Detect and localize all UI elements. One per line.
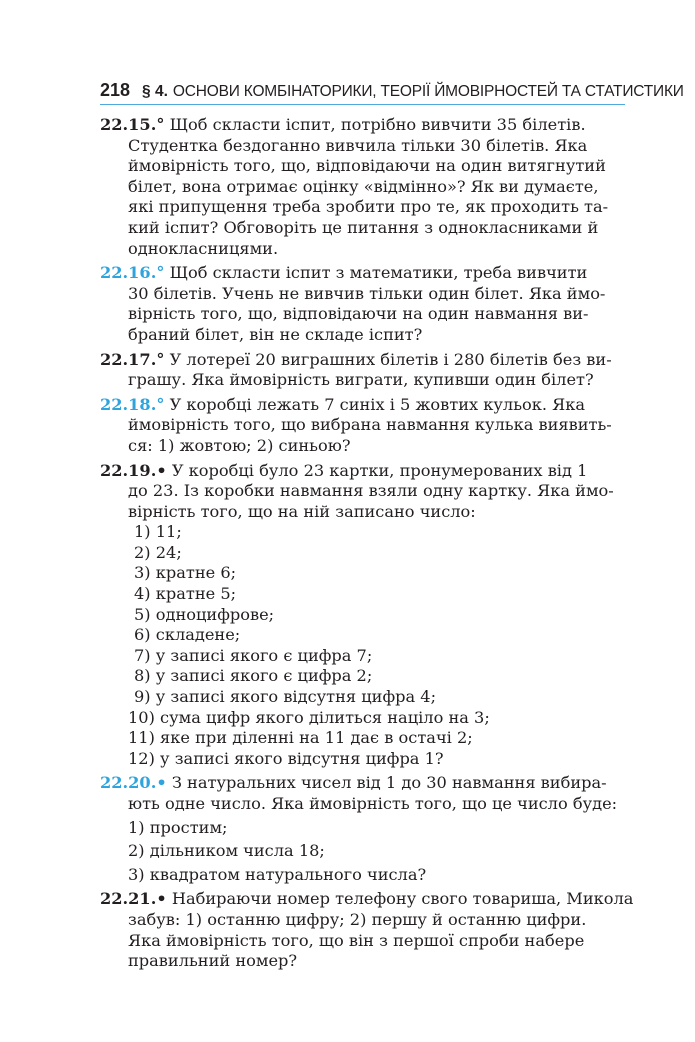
option-item: 12) у записі якого відсутня цифра 1? (128, 748, 444, 768)
problem-22-17 (100, 350, 636, 391)
problem-line: У лотереї 20 виграшних білетів і 280 білетів без ви- (169, 349, 612, 369)
problem-22-19 (100, 461, 636, 770)
problem-22-15 (100, 115, 636, 259)
option-item: 5) одноцифрове; (134, 604, 275, 624)
problem-line: ймовірність того, що, відповідаючи на один витягнутий (128, 156, 606, 176)
problem-line: вірність того, що, відповідаючи на один навмання ви- (128, 304, 589, 324)
problem-number: 22.19.• (100, 460, 167, 480)
problem-line: ють одне число. Яка ймовірність того, що це число буде: (128, 794, 618, 813)
problem-line: вірність того, що на ній записано число: (128, 501, 476, 521)
option-item: 2) дільником числа 18; (128, 841, 325, 861)
option-item: 11) яке при діленні на 11 дає в остачі 2; (128, 728, 473, 748)
page-header (100, 80, 684, 101)
problem-number: 22.17.° (100, 349, 165, 369)
problem-line: ся: 1) жовтою; 2) синьою? (128, 435, 351, 455)
problem-22-16 (100, 263, 636, 345)
problem-line: однокласницями. (128, 238, 279, 258)
option-item: 3) кратне 6; (134, 563, 237, 583)
problem-number: 22.20.• (100, 773, 167, 793)
problem-line: до 23. Із коробки навмання взяли одну картку. Яка ймо- (128, 481, 614, 501)
option-item: 9) у записі якого відсутня цифра 4; (134, 687, 437, 707)
option-item: 7) у записі якого є цифра 7; (134, 645, 373, 665)
problem-22-21 (100, 889, 636, 971)
section-title: ОСНОВИ КОМБІНАТОРИКИ, ТЕОРІЇ ЙМОВІРНОСТЕЙ ТА СТАТИСТИКИ (172, 83, 684, 100)
option-item: 10) сума цифр якого ділиться націло на 3; (128, 707, 490, 727)
problem-line: які припущення треба зробити про те, як проходить та- (128, 197, 609, 217)
option-item: 8) у записі якого є цифра 2; (134, 666, 373, 686)
problem-line: 30 білетів. Учень не вивчив тільки один білет. Яка ймо- (128, 283, 606, 303)
option-item: 2) 24; (134, 542, 182, 562)
problem-line: У коробці лежать 7 синіх і 5 жовтих кульок. Яка (169, 394, 585, 414)
problem-line: забув: 1) останню цифру; 2) першу й останню цифри. (128, 909, 587, 929)
problem-number: 22.21.• (100, 889, 167, 909)
problem-line: правильний номер? (128, 951, 298, 971)
problem-22-20 (100, 773, 636, 885)
problem-line: білет, вона отримає оцінку «відмінно»? Як ви думаєте, (128, 176, 599, 196)
problem-line: ймовірність того, що вибрана навмання кулька виявить- (128, 415, 612, 435)
header-divider (100, 104, 625, 105)
problem-line: Яка ймовірність того, що він з першої спроби набере (128, 930, 585, 950)
option-item: 1) 11; (134, 522, 182, 542)
problem-line: Студентка бездоганно вивчила тільки 30 білетів. Яка (128, 135, 588, 155)
problem-22-18 (100, 395, 636, 457)
problem-line: У коробці було 23 картки, пронумерованих від 1 (171, 460, 588, 480)
problem-number: 22.16.° (100, 263, 165, 283)
problem-line: кий іспит? Обговоріть це питання з однокласниками й (128, 217, 599, 237)
option-item: 6) складене; (134, 625, 241, 645)
option-item: 4) кратне 5; (134, 584, 237, 604)
option-item: 3) квадратом натурального числа? (128, 864, 427, 884)
problem-line: Щоб скласти іспит з математики, треба вивчити (169, 263, 588, 283)
problem-line: З натуральних чисел від 1 до 30 навмання вибира- (171, 773, 607, 793)
problem-line: Набираючи номер телефону свого товариша, Микола (171, 889, 634, 909)
problems-list (100, 115, 636, 976)
option-item: 1) простим; (128, 817, 228, 837)
problem-line: браний білет, він не складе іспит? (128, 324, 423, 344)
problem-number: 22.18.° (100, 394, 165, 414)
problem-line: Щоб скласти іспит, потрібно вивчити 35 білетів. (169, 115, 586, 134)
section-number: § 4. (142, 83, 168, 100)
problem-number: 22.15.° (100, 115, 165, 134)
problem-line: грашу. Яка ймовірність виграти, купивши один білет? (128, 370, 594, 390)
page-number: 218 (100, 80, 131, 100)
